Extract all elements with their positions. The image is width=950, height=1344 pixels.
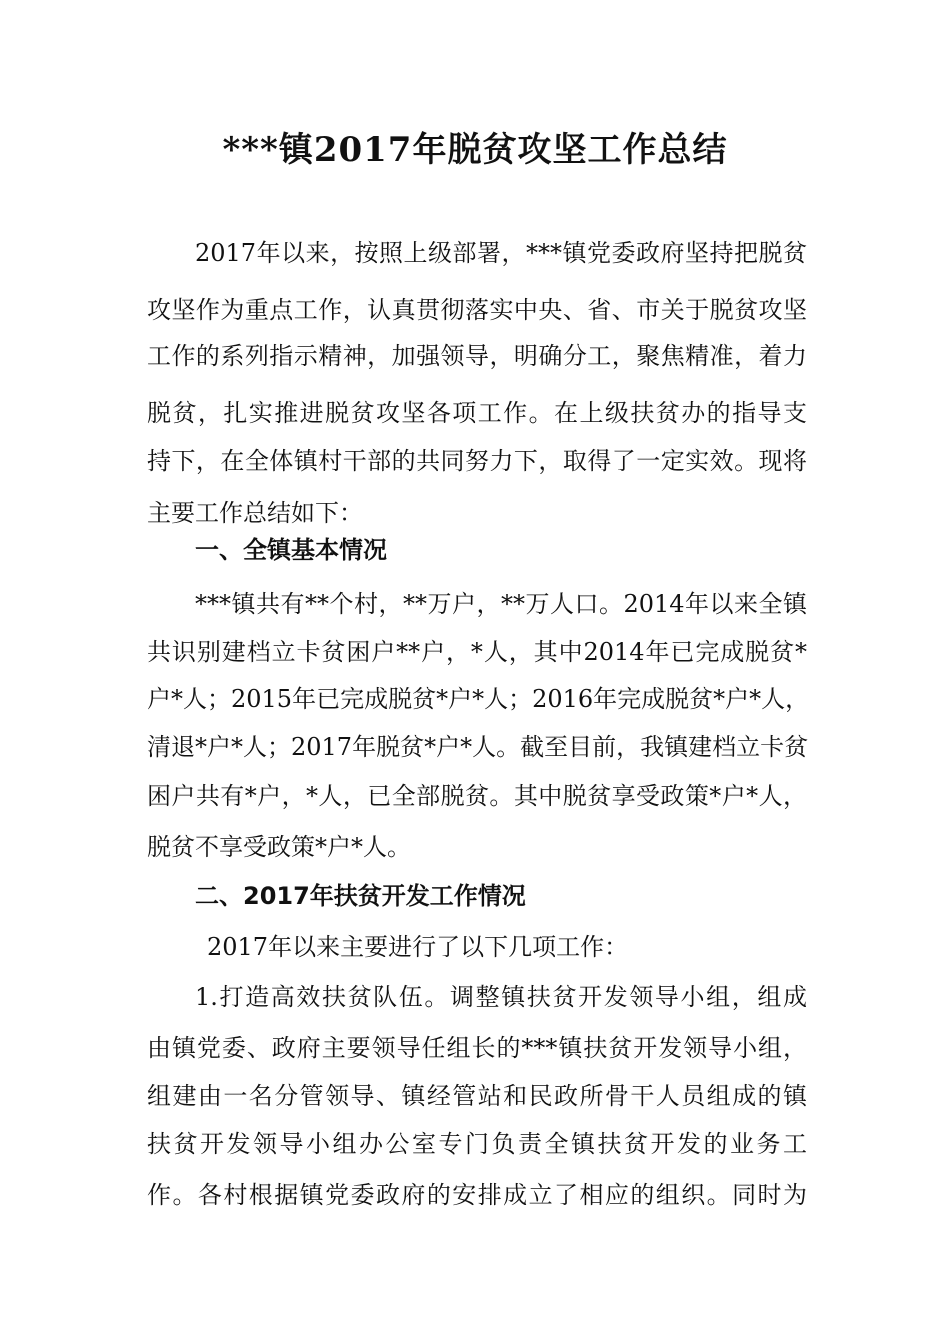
intro-line: 2017年以来，按照上级部署，***镇党委政府坚持把脱贫 bbox=[195, 239, 807, 267]
section-heading-basic-situation: 一、全镇基本情况 bbox=[195, 536, 387, 564]
section1-line: 清退*户*人；2017年脱贫*户*人。截至目前，我镇建档立卡贫 bbox=[147, 733, 809, 761]
item1-line: 扶贫开发领导小组办公室专门负责全镇扶贫开发的业务工 bbox=[147, 1130, 807, 1158]
section1-line: ***镇共有**个村，**万户，**万人口。2014年以来全镇 bbox=[195, 590, 807, 618]
document-title: ***镇2017年脱贫攻坚工作总结 bbox=[222, 130, 728, 170]
item1-line: 作。各村根据镇党委政府的安排成立了相应的组织。同时为 bbox=[147, 1181, 807, 1209]
section2-intro: 2017年以来主要进行了以下几项工作： bbox=[207, 933, 629, 961]
item1-line: 组建由一名分管领导、镇经管站和民政所骨干人员组成的镇 bbox=[147, 1082, 807, 1110]
section1-line: 困户共有*户，*人，已全部脱贫。其中脱贫享受政策*户*人， bbox=[147, 782, 807, 810]
intro-line: 工作的系列指示精神，加强领导，明确分工，聚焦精准，着力 bbox=[147, 342, 807, 370]
intro-line: 主要工作总结如下： bbox=[147, 499, 363, 527]
section1-line: 户*人；2015年已完成脱贫*户*人；2016年完成脱贫*户*人， bbox=[147, 685, 810, 713]
item1-line: 由镇党委、政府主要领导任组长的***镇扶贫开发领导小组， bbox=[147, 1034, 807, 1062]
intro-line: 攻坚作为重点工作，认真贯彻落实中央、省、市关于脱贫攻坚 bbox=[147, 296, 807, 324]
item1-line: 1.打造高效扶贫队伍。调整镇扶贫开发领导小组，组成 bbox=[195, 983, 807, 1011]
intro-line: 脱贫，扎实推进脱贫攻坚各项工作。在上级扶贫办的指导支 bbox=[147, 399, 807, 427]
section1-line: 脱贫不享受政策*户*人。 bbox=[147, 833, 411, 861]
intro-line: 持下，在全体镇村干部的共同努力下，取得了一定实效。现将 bbox=[147, 447, 807, 475]
section-heading-2017-work: 二、2017年扶贫开发工作情况 bbox=[195, 882, 526, 910]
section1-line: 共识别建档立卡贫困户**户，*人，其中2014年已完成脱贫* bbox=[147, 638, 807, 666]
